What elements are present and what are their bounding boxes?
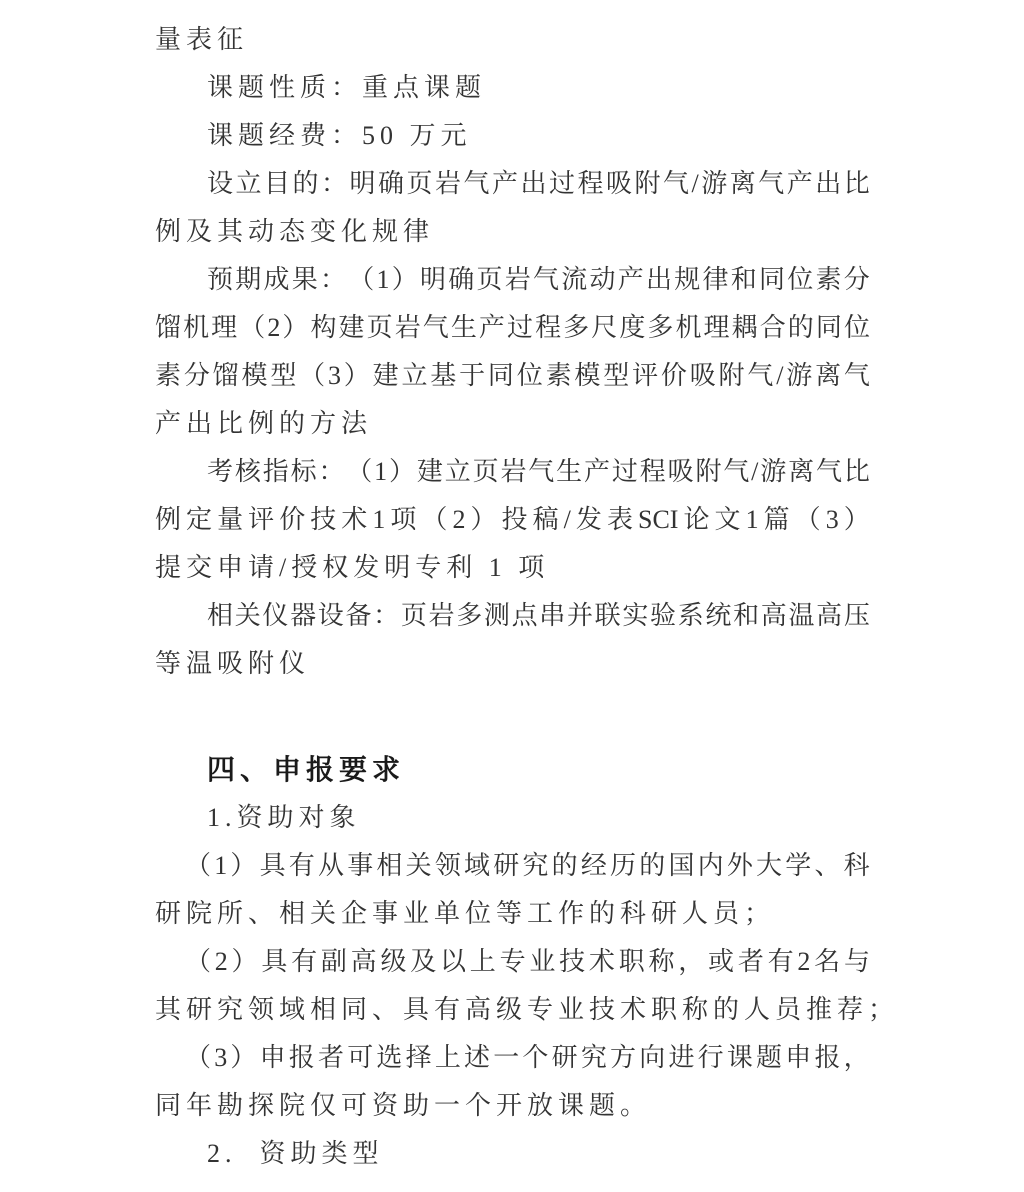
glyph-token: 副 bbox=[320, 947, 347, 976]
glyph-token: 、 bbox=[814, 851, 841, 880]
glyph-token: 指 bbox=[262, 457, 289, 486]
glyph-token: 以 bbox=[440, 947, 467, 976]
text-line bbox=[155, 160, 870, 208]
glyph-token: 吸 bbox=[667, 457, 694, 486]
glyph-token: 价 bbox=[279, 505, 306, 534]
text-line: 课题性质：重点课题 bbox=[207, 73, 487, 102]
glyph-token: 大 bbox=[756, 851, 783, 880]
glyph-token: 领 bbox=[434, 851, 461, 880]
glyph-token: 确 bbox=[448, 265, 475, 294]
blank-line bbox=[155, 688, 870, 746]
text-line bbox=[155, 448, 870, 496]
glyph-token: 比 bbox=[843, 457, 870, 486]
glyph-token: 上 bbox=[469, 947, 496, 976]
glyph-token: 气 bbox=[758, 169, 785, 198]
glyph-token: 1 bbox=[374, 457, 388, 486]
glyph-token: 名 bbox=[814, 947, 841, 976]
glyph-token: 设 bbox=[317, 601, 344, 630]
glyph-token: 立 bbox=[235, 169, 262, 198]
glyph-token: 报 bbox=[288, 1043, 315, 1072]
glyph-token: 称 bbox=[648, 947, 675, 976]
glyph-token: 学 bbox=[785, 851, 812, 880]
glyph-token: 关 bbox=[234, 601, 261, 630]
glyph-token: 附 bbox=[718, 361, 745, 390]
glyph-token: 文 bbox=[714, 505, 741, 534]
glyph-token: 素 bbox=[815, 265, 842, 294]
glyph-token: 立 bbox=[444, 457, 471, 486]
glyph-token: 究 bbox=[580, 1043, 607, 1072]
glyph-token: 岩 bbox=[435, 169, 462, 198]
glyph-token: 产 bbox=[617, 265, 644, 294]
glyph-token: （ bbox=[794, 505, 821, 534]
glyph-token: ） bbox=[230, 851, 257, 880]
glyph-token: 生 bbox=[450, 313, 477, 342]
glyph-token: 气 bbox=[463, 169, 490, 198]
glyph-token: 择 bbox=[405, 1043, 432, 1072]
glyph-token: 气 bbox=[422, 313, 449, 342]
glyph-token: 气 bbox=[528, 457, 555, 486]
glyph-token: 生 bbox=[556, 457, 583, 486]
glyph-token: 从 bbox=[318, 851, 345, 880]
glyph-token: 成 bbox=[263, 265, 290, 294]
glyph-token: 研 bbox=[551, 1043, 578, 1072]
text-line: 例及其动态变化规律 bbox=[155, 217, 435, 246]
glyph-token: ： bbox=[321, 169, 348, 198]
glyph-token: 规 bbox=[674, 265, 701, 294]
glyph-token: 多 bbox=[647, 313, 674, 342]
glyph-token: 产 bbox=[786, 169, 813, 198]
glyph-token: 考 bbox=[207, 457, 234, 486]
section-heading: 四、申报要求 bbox=[207, 754, 406, 785]
glyph-token: 研 bbox=[493, 851, 520, 880]
glyph-token: 机 bbox=[675, 313, 702, 342]
glyph-token: 理 bbox=[211, 313, 238, 342]
glyph-token: （ bbox=[239, 313, 266, 342]
glyph-token: 出 bbox=[645, 265, 672, 294]
glyph-token: 例 bbox=[155, 505, 182, 534]
glyph-token: 3 bbox=[327, 361, 341, 390]
glyph-token: 同 bbox=[758, 265, 785, 294]
glyph-token: 产 bbox=[584, 457, 611, 486]
glyph-token: 术 bbox=[341, 505, 368, 534]
glyph-token: 立 bbox=[401, 361, 428, 390]
glyph-token: 申 bbox=[785, 1043, 812, 1072]
glyph-token: 建 bbox=[416, 457, 443, 486]
glyph-token: 域 bbox=[464, 851, 491, 880]
glyph-token: 标 bbox=[290, 457, 317, 486]
glyph-token: 进 bbox=[668, 1043, 695, 1072]
glyph-token: 目 bbox=[264, 169, 291, 198]
glyph-token: 离 bbox=[729, 169, 756, 198]
glyph-token: 构 bbox=[310, 313, 337, 342]
glyph-token: 和 bbox=[733, 601, 760, 630]
glyph-token: 岩 bbox=[504, 265, 531, 294]
glyph-token: 事 bbox=[347, 851, 374, 880]
glyph-token: 吸 bbox=[606, 169, 633, 198]
glyph-token: 2 bbox=[214, 947, 228, 976]
glyph-token: 1 bbox=[376, 265, 390, 294]
glyph-token: 耦 bbox=[731, 313, 758, 342]
text-line: 课题经费：50 万元 bbox=[207, 121, 472, 150]
glyph-token: 联 bbox=[594, 601, 621, 630]
glyph-token: 页 bbox=[406, 169, 433, 198]
glyph-token: 馏 bbox=[212, 361, 239, 390]
glyph-token: 分 bbox=[843, 265, 870, 294]
glyph-token: （ bbox=[185, 1043, 212, 1072]
glyph-token: ， bbox=[678, 947, 705, 976]
glyph-token: 素 bbox=[155, 361, 182, 390]
glyph-token: 申 bbox=[259, 1043, 286, 1072]
glyph-token: 页 bbox=[400, 601, 427, 630]
glyph-token: 并 bbox=[566, 601, 593, 630]
glyph-token: 的 bbox=[639, 851, 666, 880]
glyph-token: 术 bbox=[588, 947, 615, 976]
glyph-token: 测 bbox=[483, 601, 510, 630]
glyph-token: 统 bbox=[705, 601, 732, 630]
text-line: 其研究领域相同、具有高级专业技术职称的人员推荐； bbox=[155, 995, 900, 1024]
glyph-token: 定 bbox=[186, 505, 213, 534]
glyph-token: 方 bbox=[610, 1043, 637, 1072]
glyph-token: 经 bbox=[580, 851, 607, 880]
glyph-token: 确 bbox=[378, 169, 405, 198]
glyph-token: 备 bbox=[345, 601, 372, 630]
glyph-token: 程 bbox=[535, 313, 562, 342]
glyph-token: 分 bbox=[183, 361, 210, 390]
glyph-token: 2 bbox=[797, 947, 811, 976]
glyph-token: 行 bbox=[697, 1043, 724, 1072]
glyph-token: 气 bbox=[747, 361, 774, 390]
glyph-token: 游 bbox=[701, 169, 728, 198]
glyph-token: 高 bbox=[816, 601, 843, 630]
glyph-token: ） bbox=[843, 505, 870, 534]
glyph-token: （ bbox=[348, 265, 375, 294]
glyph-token: 气 bbox=[843, 361, 870, 390]
glyph-token: 表 bbox=[606, 505, 633, 534]
glyph-token: 多 bbox=[456, 601, 483, 630]
text-line: 1.资助对象 bbox=[207, 803, 361, 832]
glyph-token: 者 bbox=[318, 1043, 345, 1072]
glyph-token: 过 bbox=[507, 313, 534, 342]
glyph-token: 具 bbox=[259, 851, 286, 880]
text-line bbox=[155, 1034, 870, 1082]
glyph-token: 尺 bbox=[591, 313, 618, 342]
glyph-token: 离 bbox=[788, 457, 815, 486]
glyph-token: 合 bbox=[759, 313, 786, 342]
glyph-token: 页 bbox=[476, 265, 503, 294]
glyph-token: 述 bbox=[464, 1043, 491, 1072]
text-line bbox=[155, 352, 870, 400]
glyph-token: 报 bbox=[814, 1043, 841, 1072]
glyph-token: 产 bbox=[478, 313, 505, 342]
glyph-token: 程 bbox=[577, 169, 604, 198]
glyph-token: 过 bbox=[549, 169, 576, 198]
glyph-token: 1 bbox=[372, 505, 386, 534]
glyph-token: 明 bbox=[419, 265, 446, 294]
glyph-token: 技 bbox=[559, 947, 586, 976]
glyph-token: ） bbox=[231, 947, 258, 976]
glyph-token: 位 bbox=[787, 265, 814, 294]
glyph-token: ） bbox=[470, 505, 497, 534]
glyph-token: ： bbox=[320, 265, 347, 294]
text-line bbox=[155, 938, 870, 986]
glyph-token: 比 bbox=[843, 169, 870, 198]
glyph-token: 游 bbox=[760, 457, 787, 486]
glyph-token: 技 bbox=[310, 505, 337, 534]
text-line: 等温吸附仪 bbox=[155, 649, 311, 678]
glyph-token: 器 bbox=[290, 601, 317, 630]
glyph-token: / bbox=[563, 505, 571, 534]
glyph-token: （ bbox=[185, 947, 212, 976]
document-text-block bbox=[155, 16, 900, 1178]
glyph-token: 一 bbox=[493, 1043, 520, 1072]
glyph-token: ） bbox=[389, 457, 416, 486]
glyph-token: 气 bbox=[532, 265, 559, 294]
glyph-token: 于 bbox=[459, 361, 486, 390]
glyph-token: ） bbox=[343, 361, 370, 390]
glyph-token: 稿 bbox=[532, 505, 559, 534]
glyph-token: 的 bbox=[292, 169, 319, 198]
glyph-token: 岩 bbox=[428, 601, 455, 630]
glyph-token: 型 bbox=[270, 361, 297, 390]
glyph-token: 期 bbox=[235, 265, 262, 294]
glyph-token: 专 bbox=[499, 947, 526, 976]
glyph-token: 岩 bbox=[394, 313, 421, 342]
glyph-token: / bbox=[776, 361, 784, 390]
glyph-token: 论 bbox=[683, 505, 710, 534]
glyph-token: 究 bbox=[522, 851, 549, 880]
glyph-token: 位 bbox=[516, 361, 543, 390]
glyph-token: ， bbox=[843, 1043, 870, 1072]
text-line bbox=[155, 256, 870, 304]
glyph-token: 价 bbox=[660, 361, 687, 390]
glyph-token: 量 bbox=[217, 505, 244, 534]
glyph-token: 理 bbox=[703, 313, 730, 342]
glyph-token: 产 bbox=[492, 169, 519, 198]
glyph-token: 游 bbox=[786, 361, 813, 390]
glyph-token: 项 bbox=[390, 505, 417, 534]
glyph-token: 的 bbox=[787, 313, 814, 342]
glyph-token: 明 bbox=[349, 169, 376, 198]
glyph-token: 位 bbox=[843, 313, 870, 342]
glyph-token: 评 bbox=[632, 361, 659, 390]
glyph-token: 吸 bbox=[689, 361, 716, 390]
glyph-token: 仪 bbox=[262, 601, 289, 630]
glyph-token: 系 bbox=[677, 601, 704, 630]
glyph-token: 建 bbox=[338, 313, 365, 342]
text-line bbox=[155, 842, 870, 890]
glyph-token: 过 bbox=[611, 457, 638, 486]
glyph-token: 果 bbox=[291, 265, 318, 294]
glyph-token: 建 bbox=[372, 361, 399, 390]
glyph-token: 律 bbox=[702, 265, 729, 294]
glyph-token: 气 bbox=[723, 457, 750, 486]
glyph-token: （ bbox=[185, 851, 212, 880]
glyph-token: 2 bbox=[452, 505, 466, 534]
glyph-token: SCI bbox=[637, 505, 679, 534]
text-line bbox=[155, 496, 870, 544]
glyph-token: 气 bbox=[815, 457, 842, 486]
glyph-token: 馏 bbox=[155, 313, 182, 342]
glyph-token: 同 bbox=[815, 313, 842, 342]
glyph-token: 同 bbox=[487, 361, 514, 390]
glyph-token: 个 bbox=[522, 1043, 549, 1072]
text-line: 量表征 bbox=[155, 25, 249, 54]
text-line bbox=[155, 592, 870, 640]
glyph-token: 设 bbox=[207, 169, 234, 198]
glyph-token: 和 bbox=[730, 265, 757, 294]
glyph-token: 题 bbox=[756, 1043, 783, 1072]
glyph-token: 点 bbox=[511, 601, 538, 630]
glyph-token: 历 bbox=[610, 851, 637, 880]
glyph-token: 验 bbox=[650, 601, 677, 630]
glyph-token: 业 bbox=[529, 947, 556, 976]
glyph-token: 相 bbox=[376, 851, 403, 880]
glyph-token: 核 bbox=[234, 457, 261, 486]
glyph-token: ： bbox=[318, 457, 345, 486]
glyph-token: 相 bbox=[207, 601, 234, 630]
glyph-token: 有 bbox=[291, 947, 318, 976]
glyph-token: 课 bbox=[726, 1043, 753, 1072]
glyph-token: / bbox=[751, 457, 759, 486]
text-line: 同年勘探院仅可资助一个开放课题。 bbox=[155, 1091, 652, 1120]
glyph-token: 模 bbox=[574, 361, 601, 390]
glyph-token: 压 bbox=[843, 601, 870, 630]
glyph-token: 级 bbox=[380, 947, 407, 976]
glyph-token: 者 bbox=[737, 947, 764, 976]
glyph-token: 内 bbox=[697, 851, 724, 880]
text-line: 2. 资助类型 bbox=[207, 1139, 384, 1168]
glyph-token: 实 bbox=[622, 601, 649, 630]
glyph-token: 素 bbox=[545, 361, 572, 390]
glyph-token: 上 bbox=[434, 1043, 461, 1072]
text-line bbox=[155, 304, 870, 352]
glyph-token: 选 bbox=[376, 1043, 403, 1072]
glyph-token: 模 bbox=[241, 361, 268, 390]
glyph-token: 的 bbox=[551, 851, 578, 880]
glyph-token: （ bbox=[299, 361, 326, 390]
glyph-token: 投 bbox=[501, 505, 528, 534]
glyph-token: （ bbox=[346, 457, 373, 486]
glyph-token: ） bbox=[282, 313, 309, 342]
glyph-token: 多 bbox=[563, 313, 590, 342]
glyph-token: 1 bbox=[745, 505, 759, 534]
glyph-token: 向 bbox=[639, 1043, 666, 1072]
glyph-token: 关 bbox=[405, 851, 432, 880]
glyph-token: 动 bbox=[589, 265, 616, 294]
glyph-token: 出 bbox=[815, 169, 842, 198]
glyph-token: 基 bbox=[430, 361, 457, 390]
glyph-token: 科 bbox=[843, 851, 870, 880]
glyph-token: 气 bbox=[663, 169, 690, 198]
glyph-token: 度 bbox=[619, 313, 646, 342]
glyph-token: 篇 bbox=[763, 505, 790, 534]
glyph-token: 3 bbox=[214, 1043, 228, 1072]
glyph-token: 附 bbox=[634, 169, 661, 198]
glyph-token: 具 bbox=[261, 947, 288, 976]
glyph-token: 附 bbox=[695, 457, 722, 486]
glyph-token: 可 bbox=[347, 1043, 374, 1072]
glyph-token: 3 bbox=[825, 505, 839, 534]
glyph-token: 高 bbox=[760, 601, 787, 630]
glyph-token: 1 bbox=[214, 851, 228, 880]
glyph-token: 外 bbox=[726, 851, 753, 880]
text-line: 提交申请/授权发明专利 1 项 bbox=[155, 553, 550, 582]
glyph-token: ： bbox=[373, 601, 400, 630]
glyph-token: 型 bbox=[603, 361, 630, 390]
glyph-token: 预 bbox=[207, 265, 234, 294]
glyph-token: 2 bbox=[267, 313, 281, 342]
glyph-token: 有 bbox=[288, 851, 315, 880]
glyph-token: （ bbox=[421, 505, 448, 534]
glyph-token: 职 bbox=[618, 947, 645, 976]
glyph-token: 温 bbox=[788, 601, 815, 630]
glyph-token: 串 bbox=[539, 601, 566, 630]
glyph-token: 或 bbox=[708, 947, 735, 976]
text-line: 研院所、相关企事业单位等工作的科研人员； bbox=[155, 899, 776, 928]
glyph-token: / bbox=[691, 169, 699, 198]
glyph-token: 离 bbox=[815, 361, 842, 390]
glyph-token: 岩 bbox=[500, 457, 527, 486]
glyph-token: 高 bbox=[350, 947, 377, 976]
glyph-token: 页 bbox=[366, 313, 393, 342]
glyph-token: 页 bbox=[472, 457, 499, 486]
glyph-token: 机 bbox=[183, 313, 210, 342]
glyph-token: 发 bbox=[575, 505, 602, 534]
glyph-token: 与 bbox=[843, 947, 870, 976]
glyph-token: 有 bbox=[767, 947, 794, 976]
glyph-token: 流 bbox=[561, 265, 588, 294]
glyph-token: 出 bbox=[520, 169, 547, 198]
glyph-token: 国 bbox=[668, 851, 695, 880]
glyph-token: ） bbox=[230, 1043, 257, 1072]
text-line: 产出比例的方法 bbox=[155, 409, 373, 438]
glyph-token: ） bbox=[391, 265, 418, 294]
glyph-token: 评 bbox=[248, 505, 275, 534]
glyph-token: 程 bbox=[639, 457, 666, 486]
glyph-token: 及 bbox=[410, 947, 437, 976]
